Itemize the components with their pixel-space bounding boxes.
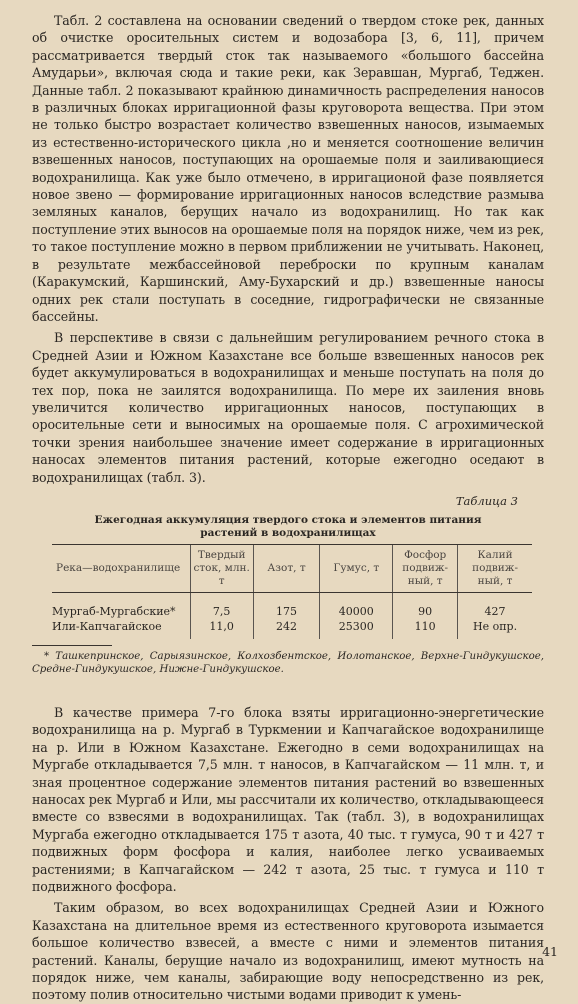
paragraph: Таким образом, во всех водохранилищах Средней Азии и Южного Казахстана на длительное время из естественного круговорота изымается большое количество взвесей, а вместе с ними и элементов питания растений. Каналы, берущие начало из водохранилищ, имеют мутность на порядок ниже, чем каналы, забирающие воду непосредственно из рек, поэтому полив относительно чистыми водами приводит к умень- bbox=[32, 900, 544, 1003]
table-cell: 110 bbox=[393, 619, 458, 639]
table-footnote: * Ташкепринское, Сарыязинское, Колхозбентское, Иолотанское, Верхне-Гиндукушское, Средне-Гиндукушское, Нижне-Гиндукушское. bbox=[32, 650, 544, 675]
table-cell: Мургаб-Мургабские* bbox=[52, 604, 176, 618]
paragraph: Табл. 2 составлена на основании сведений о твердом стоке рек, данных об очистке оросительных систем и водозабора [3, 6, 11], причем рассматривается твердый сток так называемого «большого бассейна Амударьи», включая сюда и такие реки, как Зеравшан, Мургаб, Теджен. Данные табл. 2 показывают крайнюю динамичность распределения наносов в различных блоках ирригационной фазы круговорота вещества. При этом не только быстро возрастает количество взвешенных наносов, изымаемых из естественно-исторического цикла ,но и меняется соотношение величин взвешенных наносов, поступающих на орошаемые поля и заиливающиеся водохранилища. Как уже было отмечено, в ирригационой фазе появляется новое звено — формирование ирригационных наносов вследствие размыва земляных каналов, берущих начало из водохранилищ. Но так как поступление этих выносов на орошаемые поля на порядок ниже, чем из рек, то такое поступление можно в первом приближении не учитывать. Наконец, в результате межбассейновой переброски по крупным каналам (Каракумский, Каршинский, Аму-Бухарский и др.) взвешенные наносы одних рек стали поступать в соседние, гидрографически не связанные бассейны. bbox=[32, 13, 544, 324]
table-cell: Не опр. bbox=[458, 619, 532, 639]
table-cell: 40000 bbox=[320, 592, 393, 619]
table-header-cell: Гумус, т bbox=[320, 544, 393, 592]
paragraph: В перспективе в связи с дальнейшим регулированием речного стока в Средней Азии и Южном Казахстане все больше взвешенных наносов рек будет аккумулироваться в водохранилищах и меньше поступать на поля до тех пор, пока не заилятся водохранилища. По мере их заиления вновь увеличится количество ирригационных наносов, поступающих в оросительные сети и выносимых на орошаемые поля. С агрохимической точки зрения наибольшее значение имеет содержание в ирригационных наносах элементов питания растений, которые ежегодно оседают в водохранилищах (табл. 3). bbox=[32, 330, 544, 485]
table-header-cell: Твердый сток, млн. т bbox=[190, 544, 253, 592]
page-number: 41 bbox=[542, 944, 558, 959]
data-table bbox=[52, 544, 532, 639]
table-cell: 90 bbox=[393, 592, 458, 619]
table-header-cell: Азот, т bbox=[253, 544, 320, 592]
table-row bbox=[52, 592, 532, 619]
table-cell: 175 bbox=[253, 592, 320, 619]
page-content bbox=[32, 12, 544, 1004]
table-cell: 242 bbox=[253, 619, 320, 639]
table-cell: 25300 bbox=[320, 619, 393, 639]
table-cell: 7,5 bbox=[190, 592, 253, 619]
footnote-divider bbox=[32, 645, 112, 646]
table-header-row bbox=[52, 544, 532, 592]
table-title: Ежегодная аккумуляция твердого стока и элементов питания растений в водохранилищах bbox=[94, 513, 482, 539]
table-cell: 11,0 bbox=[190, 619, 253, 639]
table-cell: Или-Капчагайское bbox=[52, 619, 162, 633]
table-header-cell: Фосфор подвиж-ный, т bbox=[393, 544, 458, 592]
table-row bbox=[52, 619, 532, 639]
table-header-cell: Калий подвиж-ный, т bbox=[458, 544, 532, 592]
table-cell: 427 bbox=[458, 592, 532, 619]
table-label: Таблица 3 bbox=[455, 493, 518, 508]
table-header-cell: Река—водохранилище bbox=[52, 544, 190, 592]
paragraph: В качестве примера 7-го блока взяты ирригационно-энергетические водохранилища на р. Мургаб в Туркмении и Капчагайское водохранилище на р. Или в Южном Казахстане. Ежегодно в семи водохранилищах на Мургабе откладывается 7,5 млн. т наносов, в Капчагайском — 11 млн. т, и зная процентное содержание элементов питания растений во взвешенных наносах рек Мургаб и Или, мы рассчитали их количество, откладывающееся вместе со взвесями в водохранилищах. Так (табл. 3), в водохранилищах Мургаба ежегодно откладывается 175 т азота, 40 тыс. т гумуса, 90 т и 427 т подвижных форм фосфора и калия, наиболее легко усваиваемых растениями; в Капчагайском — 242 т азота, 25 тыс. т гумуса и 110 т подвижного фосфора. bbox=[32, 704, 544, 895]
